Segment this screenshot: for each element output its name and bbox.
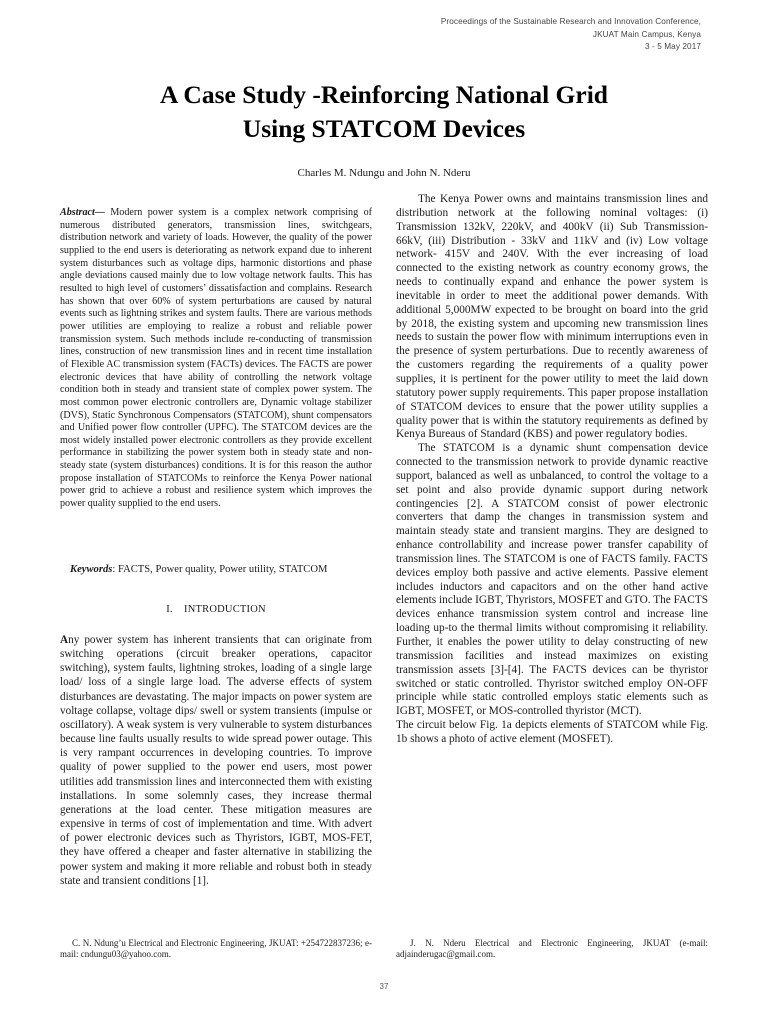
paragraph-statcom: The STATCOM is a dynamic shunt compensation device connected to the transmission network to provide dynamic reactive support, balanced as well as unbalanced, to control the voltage to a set point and also provide dynamic support during network contingencies [2]. A STATCOM consist of power electronic converters that damp the changes in transmission system and maintain steady state and transient margins. They are designed to enhance controllability and increase power transfer capability of transmission lines. The STATCOM is one of FACTS family. FACTS devices employ both passive and active elements. Passive element includes inductors and capacitors and on the other hand active elements include IGBT, Thyristors, MOSFET and GTO. The FACTS devices enhance transmission system control and increase line loading up-to the thermal limits without compromising it reliability. Further, it enables the power utility to delay constructing of new transmission facilities and instead maximizes on existing transmission assets [3]-[4]. The FACTS devices can be thyristor switched or static controlled. Thyristor switched employ ON-OFF principle while static controlled employs static elements such as IGBT, MOSFET, or MOS-controlled thyristor (MCT). [396,442,708,718]
section-heading-introduction [60,604,372,615]
page-number: 37 [379,982,389,991]
paragraph-figure-reference: The circuit below Fig. 1a depicts elements of STATCOM while Fig. 1b shows a photo of active element (MOSFET). [396,719,708,745]
title-line-1: A Case Study -Reinforcing National Grid [160,80,608,109]
footnote-author-2: J. N. Nderu Electrical and Electronic Engineering, JKUAT (e-mail: adjainderugac@gmail.com. [396,938,708,960]
conference-name: Proceedings of the Sustainable Research and Innovation Conference, [440,17,701,26]
section-title-rest: NTRODUCTION [187,604,266,615]
conference-venue: JKUAT Main Campus, Kenya [592,29,701,39]
conference-header [281,16,701,54]
keywords-text: : FACTS, Power quality, Power utility, STATCOM [112,564,328,575]
section-title-initial: I [184,604,188,615]
paper-title [0,78,768,146]
keywords-label: Keywords [70,564,113,575]
abstract-text: Modern power system is a complex network comprising of numerous distributed generators, transmission lines, switchgears, distribution network and variety of loads. However, the quality of the power supplied to the end users is deteriorating as network expand due to inherent system disturbances such as voltage dips, harmonic distortions and phase angle deviations caused mainly due to low voltage network faults. This has resulted to high level of customers’ dissatisfaction and complains. Research has shown that over 60% of system perturbations are caused by natural events such as lightning strikes and system faults. There are various methods power utilities are employing to realize a robust and reliable power transmission system. Such methods include re-conducting of transmission lines, construction of new transmission lines and in recent time installation of Flexible AC transmission system (FACTs) devices. The FACTS are power electronic devices that have ability of controlling the network voltage condition both in steady and transient state of complex power system. The most common power electronic controllers are, Dynamic voltage stabilizer (DVS), Static Synchronous Compensators (STATCOM), shunt compensators and Unified power flow controller (UPFC). The STATCOM devices are the most widely installed power electronic controllers as they provide excellent performance in stabilizing the power system both in steady state and non-steady state (system disturbances) conditions. It is for this reason the author propose installation of STATCOMs to reinforce the Kenya Power national power grid to achieve a robust and resilience system which improves the power quality supplied to the end users. [60,207,372,510]
introduction-paragraph [60,633,372,888]
authors: Charles M. Ndungu and John N. Nderu [297,167,471,179]
right-column-body [396,193,708,747]
intro-text: ny power system has inherent transients that can originate from switching operations (circuit breaker operations, capacitor switching), system faults, lightning strokes, loading of a single large load/ loss of a single large load. The adverse effects of system disturbances are devastating. The major impacts on power system are voltage collapse, voltage dips/ swell or system transients (impulse or oscillatory). A weak system is very vulnerable to system disturbances because line faults usually results to wide spread power outage. This is very rampant occurrences in developing countries. To improve quality of power supplied to the power end users, most power utilities add transmission lines and interconnected them with existing installations. In some solemnly cases, they increase thermal generations at the load center. These mitigation measures are expensive in terms of cost of implementation and time. With advert of power electronic devices such as Thyristors, IGBT, MOS-FET, they have offered a cheaper and faster alternative in stabilizing the power system and making it more reliable and robust both in steady state and transient conditions [1]. [60,634,372,887]
section-number: I. [166,604,173,615]
abstract-label: Abstract— [60,207,105,218]
keywords [60,563,372,576]
footnote-author-1: C. N. Ndung’u Electrical and Electronic Engineering, JKUAT: +254722837236; e-mail: cndungu03@yahoo.com. [60,938,372,960]
abstract [60,207,372,511]
title-line-2: Using STATCOM Devices [242,114,526,143]
intro-dropcap: A [60,634,69,646]
paragraph-kenya-power: The Kenya Power owns and maintains transmission lines and distribution network at the following nominal voltages: (i) Transmission 132kV, 220kV, and 400kV (ii) Sub Transmission- 66kV, (iii) Distribution - 33kV and 11kV and (iv) Low voltage network- 415V and 240V. With the ever increasing of load connected to the existing network as country economy grows, the needs to continually expand and enhance the power system is inevitable in order to meet the additional power demands. With additional 5,000MW expected to be brought on board into the grid by 2018, the existing system and upcoming new transmission lines needs to sustain the power flow with minimum interruptions even in the presence of system perturbations. Due to recently awareness of the customers regarding the requirements of a quality power supplies, it is pertinent for the power utility to meet the laid down statutory power supply requirements. This paper propose installation of STATCOM devices to ensure that the power utility supplies a quality power that is within the statutory requirements as defined by Kenya Bureaus of Standard (KBS) and power regulatory bodies. [396,193,708,441]
conference-dates: 3 - 5 May 2017 [644,42,701,52]
